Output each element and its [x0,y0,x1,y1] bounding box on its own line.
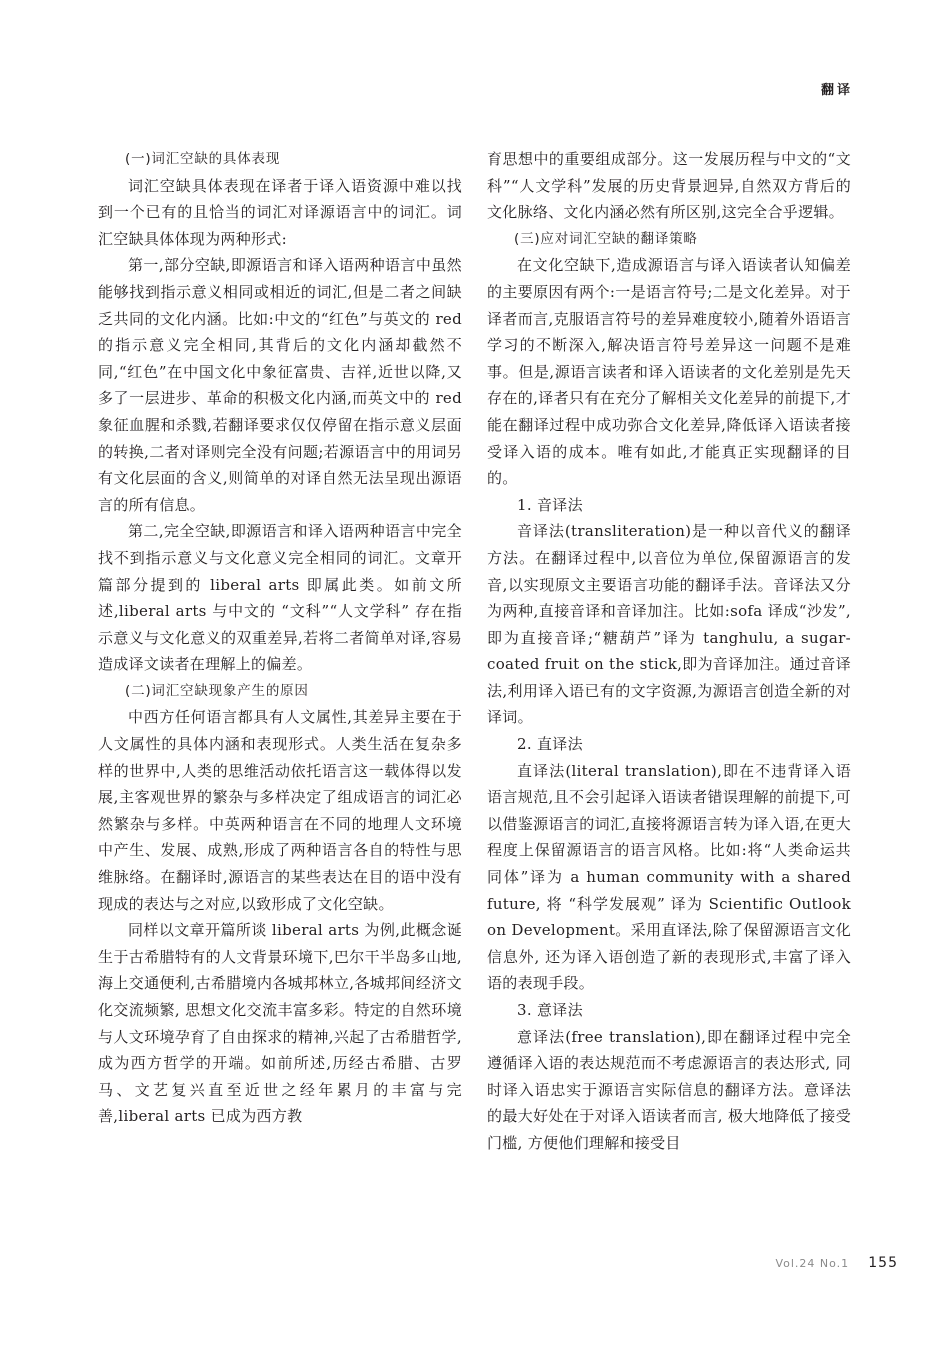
method-heading: 3. 意译法 [517,1001,583,1019]
page-number: 155 [868,1255,898,1271]
method-heading: 2. 直译法 [517,735,583,754]
paragraph: 词汇空缺具体表现在译者于译入语资源中难以找到一个已有的且恰当的词汇对译源语言中的词汇。词汇空缺具体体现为两种形式: [98,176,462,248]
paragraph: 同样以文章开篇所谈 liberal arts 为例,此概念诞生于古希腊特有的人文背景环境下,巴尔干半岛多山地,海上交通便利,古希腊境内各城邦林立,各城邦间经济文化交流频繁, 思想文化交流丰富多彩。特定的自然环境与人文环境孕育了自由探求的精神,兴起了古希腊哲学,成为西方哲学的开端。如前所述,历经古希腊、古罗马、文艺复兴直至近世之经年累月的丰富与完善,liberal arts 已成为西方教 [98,921,462,1126]
section-heading: (一)词汇空缺的具体表现 [125,151,281,167]
paragraph-continuation: 育思想中的重要组成部分。这一发展历程与中文的“文科”“人文学科”发展的历史背景迥异,自然双方背后的文化脉络、文化内涵必然有所区别,这完全合乎逻辑。 [487,150,851,222]
issue-label: Vol.24 No.1 [775,1257,850,1270]
page-footer [775,1252,898,1271]
running-header: 翻译 [820,83,853,98]
left-column [98,146,462,1130]
paragraph: 音译法(transliteration)是一种以音代义的翻译方法。在翻译过程中,以音位为单位,保留源语言的发音,以实现原文主要语言功能的翻译手法。音译法又分为两种,直接音译和音译加注。比如:sofa 译成“沙发”,即为直接音译;“糖葫芦”译为 tanghulu, a sugar-coated fruit on the stick,即为音译加注。通过音译法,利用译入语已有的文字资源,为源语言创造全新的对译词。 [487,522,851,727]
section-heading: (三)应对词汇空缺的翻译策略 [514,230,698,247]
paragraph: 中西方任何语言都具有人文属性,其差异主要在于人文属性的具体内涵和表现形式。人类生活在复杂多样的世界中,人类的思维活动依托语言这一载体得以发展,主客观世界的繁杂与多样决定了组成语言的词汇必然繁杂与多样。中英两种语言在不同的地理人文环境中产生、发展、成熟,形成了两种语言各自的特性与思维脉络。在翻译时,源语言的某些表达在目的语中没有现成的表达与之对应,以致形成了文化空缺。 [98,708,462,913]
paragraph: 在文化空缺下,造成源语言与译入语读者认知偏差的主要原因有两个:一是语言符号;二是文化差异。对于译者而言,克服语言符号的差异难度较小,随着外语语言学习的不断深入,解决语言符号差异这一问题不是难事。但是,源语言读者和译入语读者的文化差别是先天存在的,译者只有在充分了解相关文化差异的前提下,才能在翻译过程中成功弥合文化差异,降低译入语读者接受译入语的成本。唯有如此,才能真正实现翻译的目的。 [487,256,851,488]
paragraph: 直译法(literal translation),即在不违背译入语语言规范,且不会引起译入语读者错误理解的前提下,可以借鉴源语言的词汇,直接将源语言转为译入语,在更大程度上保留源语言的语言风格。比如:将“人类命运共同体”译为 a human community with a shared future, 将 “科学发展观” 译为 Scientific Outlook on Development。采用直译法,除了保留源语言文化信息外, 还为译入语创造了新的表现形式,丰富了译入语的表现手段。 [487,761,851,993]
paragraph: 第一,部分空缺,即源语言和译入语两种语言中虽然能够找到指示意义相同或相近的词汇,但是二者之间缺乏共同的文化内涵。比如:中文的“红色”与英文的 red 的指示意义完全相同,其背后的文化内涵却截然不同,“红色”在中国文化中象征富贵、吉祥,近世以降,又多了一层进步、革命的积极文化内涵,而英文中的 red 象征血腥和杀戮,若翻译要求仅仅停留在指示意义层面的转换,二者对译则完全没有问题;若源语言中的用词另有文化层面的含义,则简单的对译自然无法呈现出源语言的所有信息。 [98,256,462,514]
right-column [487,146,851,1157]
paragraph: 意译法(free translation),即在翻译过程中完全遵循译入语的表达规范而不考虑源语言的表达形式, 同时译入语忠实于源语言实际信息的翻译方法。意译法的最大好处在于对译入语读者而言, 极大地降低了接受门槛, 方便他们理解和接受目 [487,1027,851,1152]
section-heading: (二)词汇空缺现象产生的原因 [125,682,309,699]
method-heading: 1. 音译法 [517,495,583,514]
paragraph: 第二,完全空缺,即源语言和译入语两种语言中完全找不到指示意义与文化意义完全相同的词汇。文章开篇部分提到的 liberal arts 即属此类。如前文所述,liberal arts 与中文的 “文科”“人文学科” 存在指示意义与文化意义的双重差异,若将二者简单对译,容易造成译文读者在理解上的偏差。 [98,522,462,674]
